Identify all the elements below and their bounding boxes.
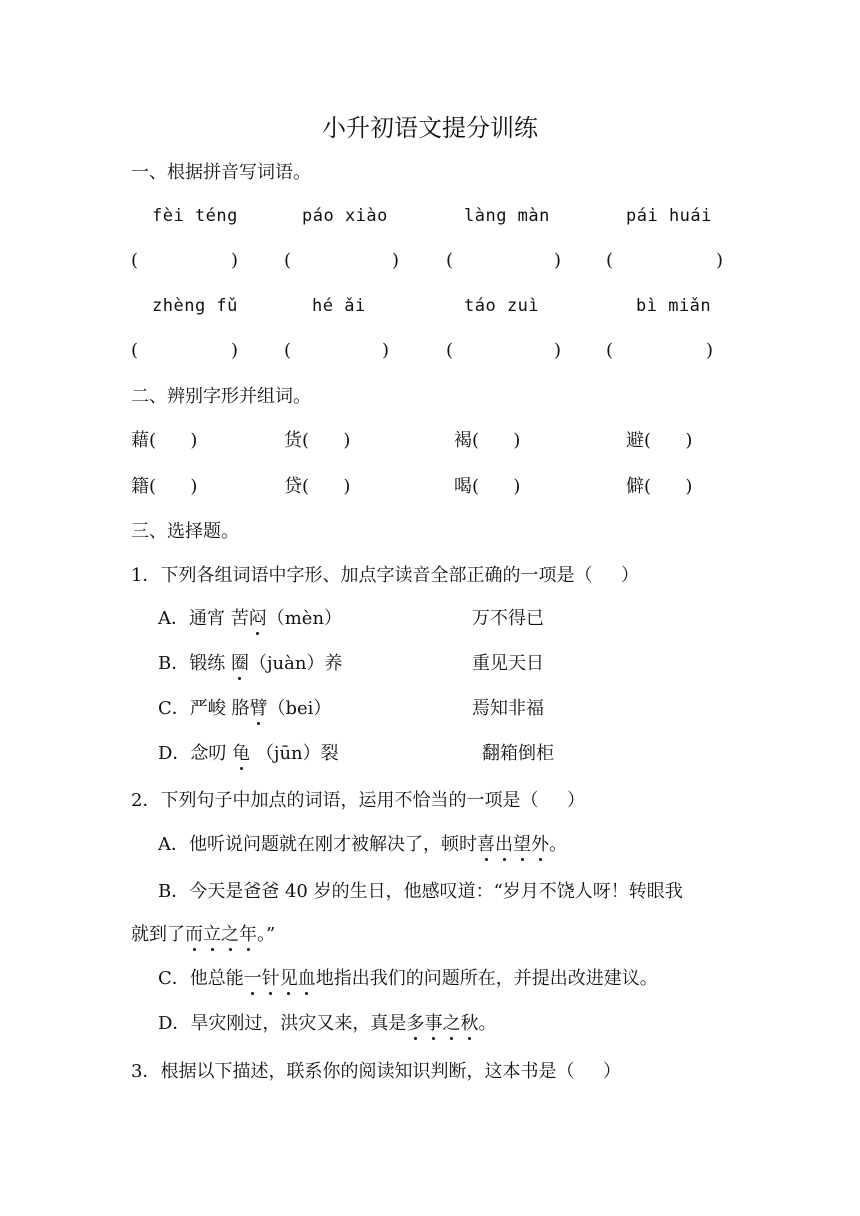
- page-title: 小升初语文提分训练: [322, 114, 538, 142]
- char-pair-2a[interactable]: 货( ): [284, 430, 351, 451]
- q2-option-b[interactable]: B．今天是爸爸 40 岁的生日，他感叹道：“岁月不饶人呀！转眼我: [158, 881, 683, 902]
- pinyin-2: páo xiào: [302, 206, 388, 226]
- section-1-heading: 一、根据拼音写词语。: [131, 162, 311, 183]
- pinyin-5: zhèng fǔ: [152, 296, 238, 316]
- char-pair-2b[interactable]: 贷( ): [284, 476, 351, 497]
- pinyin-7: táo zuì: [464, 296, 540, 316]
- dotted-char: 闷: [248, 608, 267, 629]
- question-2-stem: 2．下列句子中加点的词语，运用不恰当的一项是（ ）: [131, 790, 586, 811]
- q2-option-c[interactable]: C．他总能一针见血地指出我们的问题所在，并提出改进建议。: [158, 968, 658, 989]
- char-pair-3a[interactable]: 褐( ): [454, 430, 521, 451]
- q1-option-b[interactable]: B．锻练 圈（juàn）养: [158, 653, 343, 674]
- section-2-heading: 二、辨别字形并组词。: [131, 386, 311, 407]
- pinyin-1: fèi téng: [152, 206, 238, 226]
- q1-option-b-word: 重见天日: [472, 653, 544, 674]
- pinyin-6: hé ǎi: [312, 296, 366, 316]
- q2-option-a[interactable]: A．他听说问题就在刚才被解决了，顿时喜出望外。: [158, 834, 567, 855]
- pinyin-3: làng màn: [464, 206, 550, 226]
- dotted-char: 龟: [232, 743, 251, 764]
- question-1-stem: 1．下列各组词语中字形、加点字读音全部正确的一项是（ ）: [131, 565, 640, 586]
- q1-option-d-word: 翻箱倒柜: [482, 743, 554, 764]
- q2-option-b-line2: 就到了而立之年。”: [131, 924, 276, 945]
- char-pair-1a[interactable]: 藉( ): [131, 430, 198, 451]
- q1-option-a-word: 万不得已: [472, 608, 544, 629]
- q1-option-d[interactable]: D．念叨 龟 （jūn）裂: [158, 743, 339, 764]
- char-pair-1b[interactable]: 籍( ): [131, 476, 198, 497]
- q2-option-d[interactable]: D．旱灾刚过，洪灾又来，真是多事之秋。: [158, 1013, 497, 1034]
- dotted-char: 圈: [230, 653, 249, 674]
- q1-option-c-word: 焉知非福: [472, 698, 544, 719]
- section-3-heading: 三、选择题。: [131, 521, 239, 542]
- dotted-char: 臂: [249, 698, 268, 719]
- pinyin-4: pái huái: [626, 206, 712, 226]
- q1-option-c[interactable]: C．严峻 胳臂（bei）: [158, 698, 332, 719]
- pinyin-8: bì miǎn: [636, 296, 712, 316]
- q1-option-a[interactable]: A．通宵 苦闷（mèn）: [158, 608, 343, 629]
- char-pair-4a[interactable]: 避( ): [626, 430, 693, 451]
- char-pair-3b[interactable]: 喝( ): [454, 476, 521, 497]
- question-3-stem: 3．根据以下描述，联系你的阅读知识判断，这本书是（ ）: [131, 1061, 622, 1082]
- char-pair-4b[interactable]: 僻( ): [626, 476, 693, 497]
